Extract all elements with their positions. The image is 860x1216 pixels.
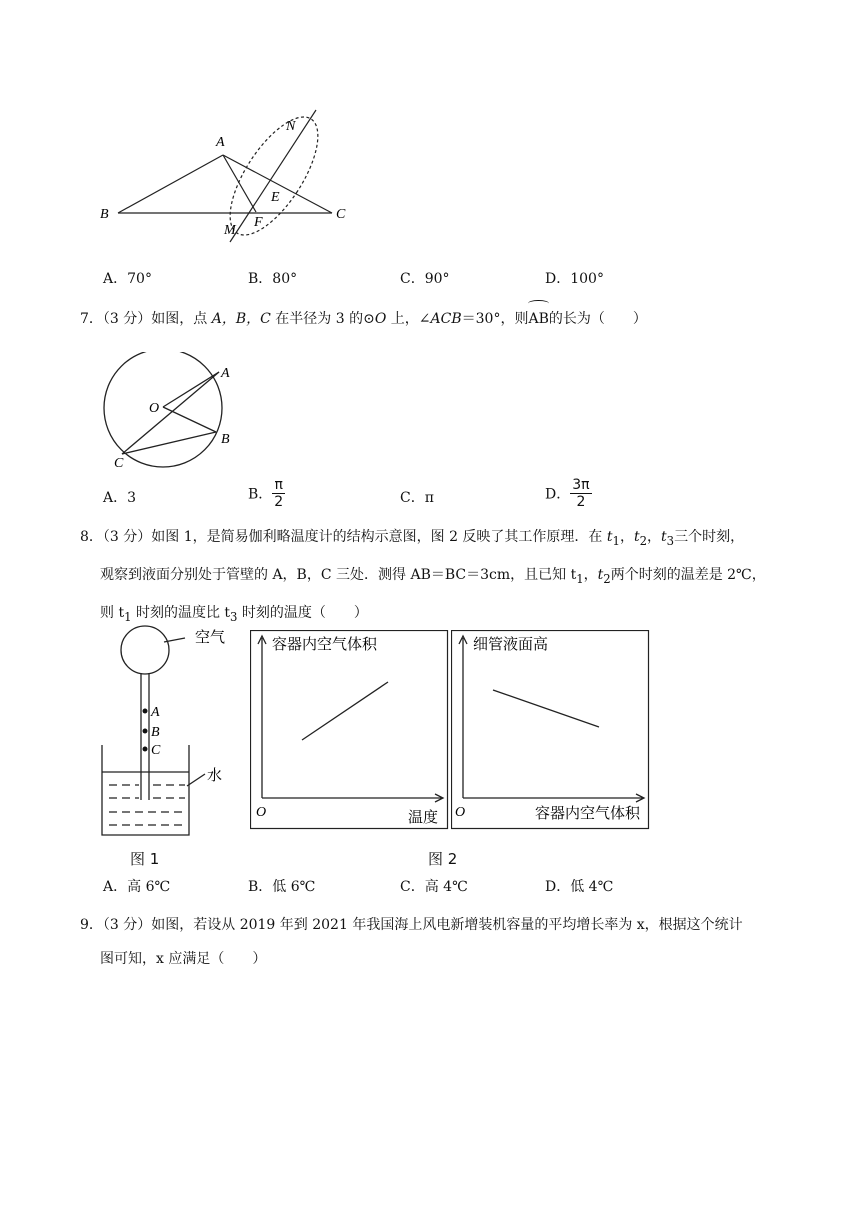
fig1-caption: 图 1 [130,850,160,868]
label-e: E [271,190,280,205]
label-a: A [216,135,225,150]
q8-option-a[interactable]: A．高 6℃ [103,879,171,895]
label-a: A [221,366,230,381]
q8-fig2-right-graph [451,630,650,830]
label-o: O [149,401,160,416]
point-b [143,729,148,734]
line-mn [230,110,316,242]
q6-option-c[interactable]: C．90° [400,271,450,287]
label-c: C [151,743,161,758]
decreasing-line [493,690,599,727]
y-axis-label: 容器内空气体积 [272,635,378,653]
q9-stem: 9．（3 分）如图，若设从 2019 年到 2021 年我国海上风电新增装机容量的平均增长率为 x，根据这个统计 图可知，x 应满足（ ） [80,917,743,967]
x-axis-label: 温度 [408,808,439,826]
q8-option-c[interactable]: C．高 4℃ [400,879,468,895]
y-axis-label: 细管液面高 [473,635,549,653]
label-n: N [286,119,296,134]
air-bulb [121,626,169,674]
q8-option-b[interactable]: B．低 6℃ [248,879,316,895]
q7-option-a[interactable]: A．3 [103,490,137,506]
label-b: B [221,432,230,447]
label-m: M [224,223,236,238]
label-air: 空气 [195,628,226,646]
segment-ba [118,155,223,213]
water-container [102,745,189,835]
label-c: C [336,207,346,222]
segment-ob [163,407,216,432]
point-c [143,747,148,752]
q7-option-c[interactable]: C．π [400,490,434,506]
q8-fig1-thermometer [95,620,245,842]
x-axis-label: 容器内空气体积 [535,804,641,822]
point-a [143,709,148,714]
label-b: B [100,207,109,222]
q7-option-b[interactable]: B． $\frac{\pi}{2}$ [248,477,284,510]
q7-stem: 7．（3 分）如图，点 A，B，C 在半径为 3 的⊙O 上，∠ACB＝30°，则AB的长为（ ） [80,304,800,334]
q7-circle-figure [95,352,245,477]
origin-label: O [455,805,466,820]
origin-label: O [256,805,267,820]
q8-fig2-left-graph [250,630,449,830]
q6-option-b[interactable]: B．80° [248,271,298,287]
segment-ca [122,372,219,454]
q6-geometry-figure [90,100,370,250]
label-b: B [151,725,160,740]
q8-option-d[interactable]: D．低 4℃ [545,879,614,895]
circle-o [104,352,222,467]
segment-oa [163,372,219,407]
water-pointer [187,774,205,786]
label-f: F [254,215,263,230]
label-c: C [114,456,124,471]
q6-option-a[interactable]: A．70° [103,271,152,287]
fig2-caption: 图 2 [428,850,458,868]
label-water: 水 [207,766,223,784]
q8-stem: 8．（3 分）如图 1，是简易伽利略温度计的结构示意图，图 2 反映了其工作原理．在 $t_1$，$t_2$，$t_3$三个时刻， 观察到液面分别处于管壁的 A，B，C 三处．测得 AB＝BC＝3cm，且已知 $t_1$，$t_2$两个时刻的温差是 2℃， 则 $t_1$ 时刻的温度比 $t_3$ 时刻的温度（ ） [80,529,766,624]
q7-option-d[interactable]: D． $\frac{3\pi}{2}$ [545,477,590,510]
segment-cb [122,432,216,454]
increasing-line [302,682,388,740]
q6-option-d[interactable]: D．100° [545,271,604,287]
arc-ab: AB [528,304,548,334]
label-a: A [151,705,160,720]
